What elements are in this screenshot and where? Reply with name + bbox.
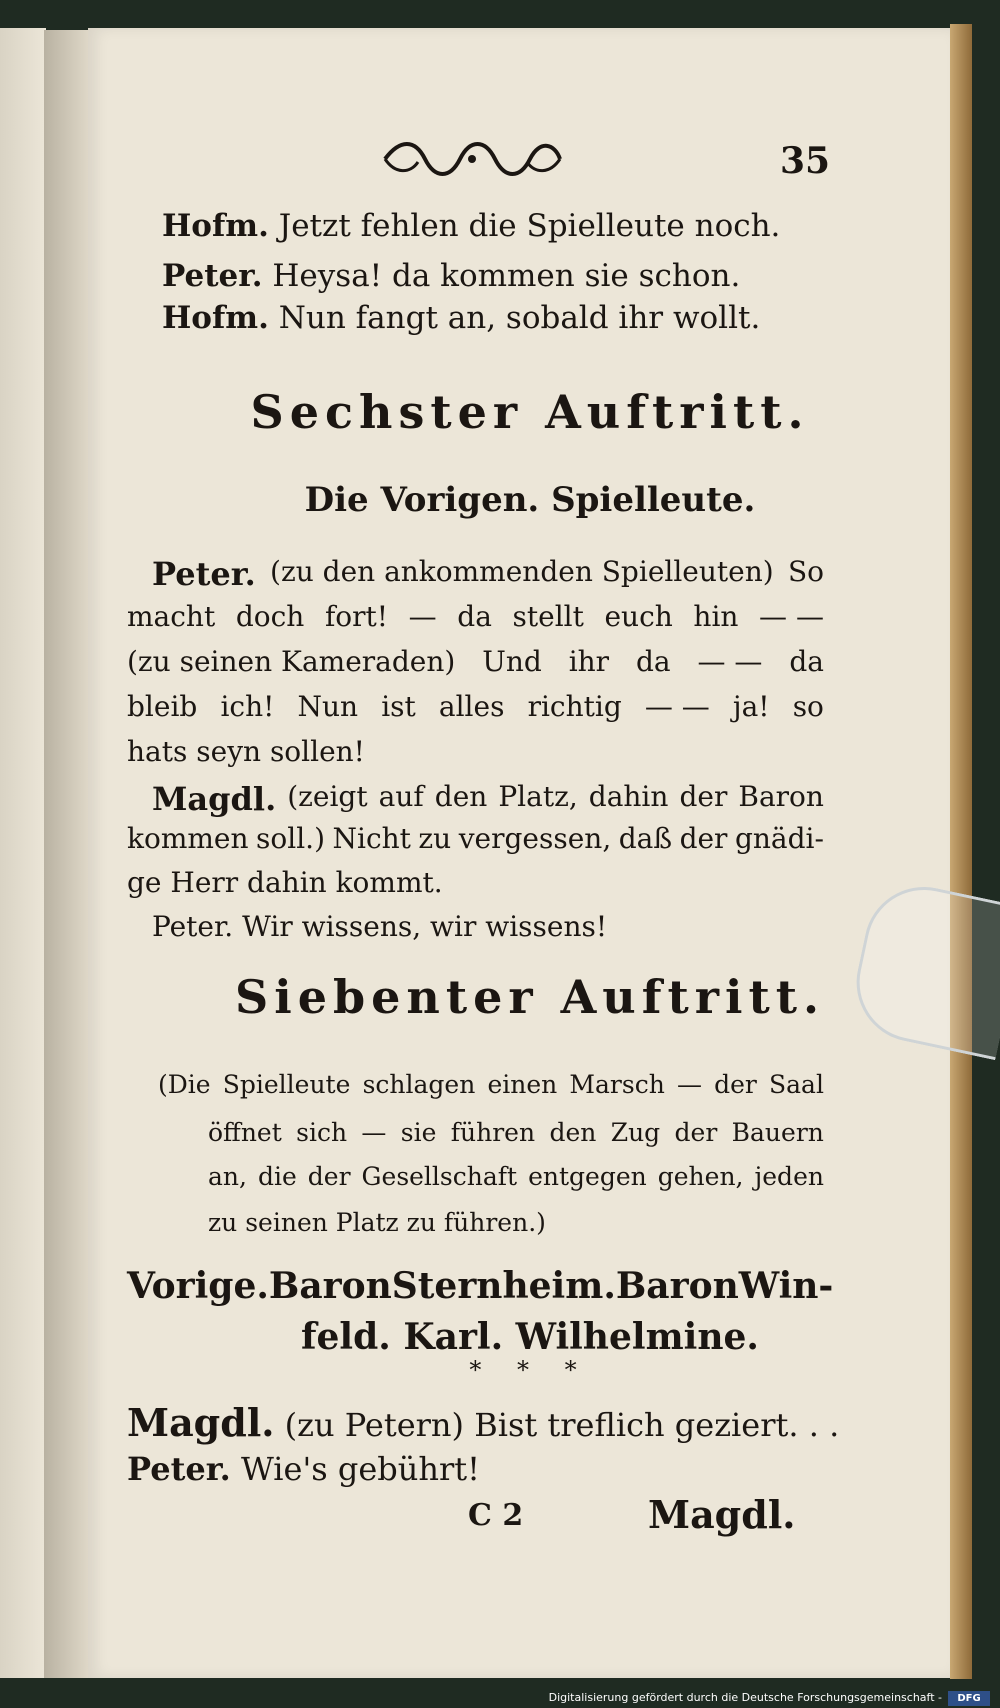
word: ge Herr dahin kommt. <box>127 866 443 899</box>
word: der <box>674 1118 718 1147</box>
word: kommen <box>127 822 249 855</box>
word: Magdl. <box>152 780 277 818</box>
scene-heading: Siebenter Auftritt. <box>235 970 825 1024</box>
word: da <box>457 600 492 633</box>
signature-mark: C 2 <box>468 1498 524 1533</box>
direction-line <box>208 1118 824 1147</box>
word: den <box>434 780 488 813</box>
word: (zeigt <box>287 780 368 813</box>
dialogue-line <box>162 258 740 294</box>
word: sich <box>296 1118 348 1147</box>
scene-persons: Die Vorigen. Spielleute. <box>304 480 756 520</box>
word: gnädi- <box>734 822 824 855</box>
speaker-name: Magdl. <box>127 1400 275 1445</box>
decorative-ornament-icon <box>380 134 565 184</box>
dialogue-line <box>127 822 824 855</box>
line-text: Jetzt fehlen die Spielleute noch. <box>278 208 781 244</box>
word: Marsch <box>569 1070 665 1099</box>
word: — <box>361 1118 387 1147</box>
left-page-edge <box>0 28 46 1678</box>
word: vergessen, <box>458 822 612 855</box>
word: Nun <box>297 690 359 723</box>
word: da <box>635 645 671 678</box>
word: Sternheim. <box>391 1265 616 1307</box>
word: ich! <box>220 690 275 723</box>
word: stellt <box>512 600 584 633</box>
word: Baron <box>615 1265 739 1307</box>
word: der <box>307 1162 351 1191</box>
section-stars: * * * <box>469 1356 591 1384</box>
word: — <box>408 600 437 633</box>
word: zu seinen Platz zu führen.) <box>208 1208 546 1237</box>
word: jeden <box>754 1162 824 1191</box>
word: richtig <box>527 690 622 723</box>
word: bleib <box>127 690 198 723</box>
direction-line <box>208 1162 824 1191</box>
word: öffnet <box>208 1118 282 1147</box>
word: ist <box>381 690 416 723</box>
word: Vorige. <box>127 1265 269 1307</box>
word: Baron <box>268 1265 392 1307</box>
word: so <box>792 690 824 723</box>
word: an, <box>208 1162 247 1191</box>
line-text: Nun fangt an, sobald ihr wollt. <box>278 300 761 336</box>
line-text: (zu Petern) Bist treflich geziert. . . <box>284 1406 840 1444</box>
word: (zu seinen Kameraden) <box>127 645 456 678</box>
scene-persons-line: feld. Karl. Wilhelmine. <box>301 1316 759 1358</box>
book-gutter <box>44 30 94 1678</box>
speaker-name: Peter. <box>127 1450 231 1488</box>
page-fore-edge <box>950 24 972 1679</box>
dialogue-line <box>162 300 760 336</box>
word: der <box>679 822 728 855</box>
direction-line <box>158 1070 824 1099</box>
word: Win- <box>738 1265 834 1307</box>
word: Platz, <box>498 780 578 813</box>
word: fort! <box>324 600 389 633</box>
word: Peter. Wir wissens, wir wissens! <box>152 910 608 943</box>
word: alles <box>438 690 505 723</box>
word: Gesellschaft <box>361 1162 518 1191</box>
word: Bauern <box>731 1118 824 1147</box>
word: — — <box>759 600 824 633</box>
line-text: Wie's gebührt! <box>240 1450 480 1488</box>
direction-line <box>208 1208 546 1237</box>
word: (Die <box>158 1070 211 1099</box>
word: ja! <box>732 690 770 723</box>
dialogue-line <box>162 208 780 244</box>
footer-credit: Digitalisierung gefördert durch die Deutsche Forschungsgemeinschaft - <box>548 1691 942 1704</box>
word: führen <box>450 1118 536 1147</box>
dialogue-line <box>127 1400 839 1445</box>
scene-persons-line <box>127 1265 834 1307</box>
word: — <box>676 1070 702 1099</box>
word: gehen, <box>657 1162 744 1191</box>
dialogue-line <box>127 866 443 899</box>
dialogue-line <box>127 735 365 768</box>
word: — — <box>644 690 710 723</box>
dialogue-line <box>127 690 824 723</box>
dfg-logo: DFG <box>948 1691 990 1706</box>
line-text: Heysa! da kommen sie schon. <box>272 258 741 294</box>
dialogue-line <box>127 1450 480 1488</box>
catchword: Magdl. <box>648 1492 796 1537</box>
speaker-name: Hofm. <box>162 300 269 336</box>
speaker-name: Peter. <box>162 258 263 294</box>
dialogue-line <box>127 645 824 678</box>
word: die <box>257 1162 297 1191</box>
word: ihr <box>568 645 610 678</box>
word: Zug <box>610 1118 661 1147</box>
dialogue-line <box>127 600 824 633</box>
word: Peter. <box>152 555 256 593</box>
word: soll.) <box>256 822 325 855</box>
word: sie <box>400 1118 437 1147</box>
word: macht <box>127 600 216 633</box>
word: (zu den ankommenden Spielleuten) <box>270 555 774 588</box>
word: auf <box>378 780 424 813</box>
word: der <box>714 1070 757 1099</box>
word: doch <box>235 600 305 633</box>
word: hats seyn sollen! <box>127 735 365 768</box>
dialogue-line <box>152 910 607 943</box>
word: zu <box>418 822 452 855</box>
scene-heading: Sechster Auftritt. <box>250 385 810 439</box>
word: entgegen <box>528 1162 647 1191</box>
word: dahin <box>588 780 669 813</box>
word: Saal <box>769 1070 824 1099</box>
word: Nicht <box>332 822 411 855</box>
dialogue-line <box>152 780 824 818</box>
word: So <box>787 555 824 588</box>
word: der <box>679 780 728 813</box>
word: einen <box>487 1070 558 1099</box>
word: hin <box>693 600 739 633</box>
word: euch <box>604 600 673 633</box>
word: daß <box>618 822 673 855</box>
word: den <box>549 1118 597 1147</box>
word: Baron <box>738 780 824 813</box>
word: Spielleute <box>222 1070 351 1099</box>
word: schlagen <box>362 1070 476 1099</box>
word: — — <box>697 645 763 678</box>
word: Und <box>482 645 542 678</box>
dialogue-line <box>152 555 824 593</box>
speaker-name: Hofm. <box>162 208 269 244</box>
page-number: 35 <box>780 140 831 182</box>
word: da <box>789 645 824 678</box>
